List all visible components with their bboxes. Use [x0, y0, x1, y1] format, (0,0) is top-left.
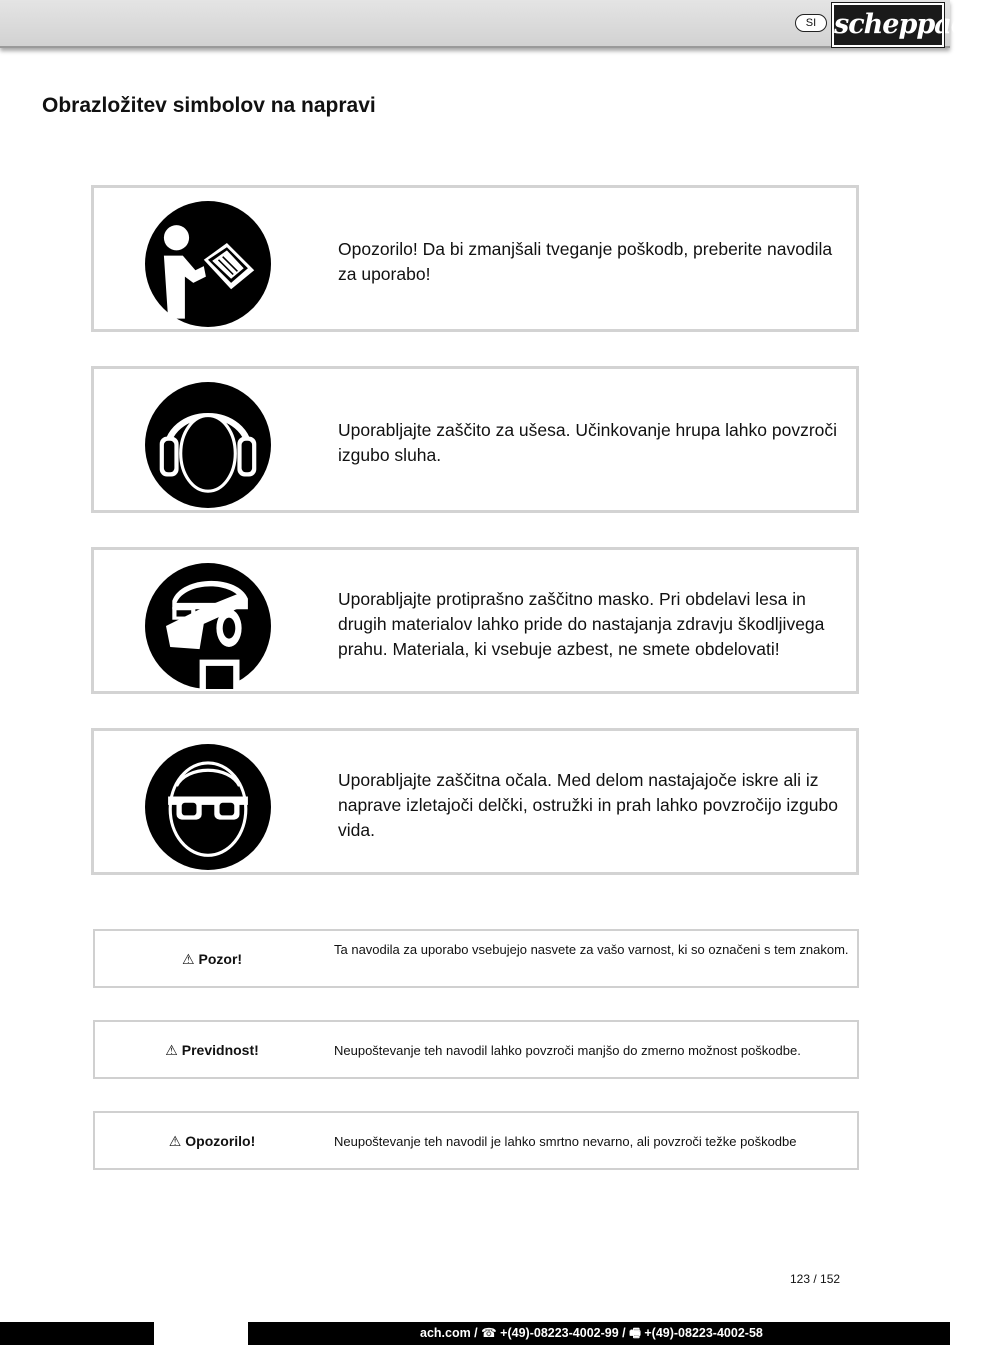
note-label [95, 1042, 329, 1059]
symbol-row-safety-goggles [91, 728, 859, 875]
note-text: Neupoštevanje teh navodil je lahko smrtno nevarno, ali povzroči težke poškodbe [334, 1134, 797, 1149]
symbol-row-dust-mask [91, 547, 859, 694]
page-title: Obrazložitev simbolov na napravi [42, 94, 376, 117]
ear-protection-icon [145, 382, 271, 508]
note-label-text: Opozorilo! [185, 1133, 256, 1149]
header-bar [0, 0, 985, 48]
warning-triangle-icon: ⚠ [181, 951, 195, 967]
footer-contact: ach.com / ☎ +(49)-08223-4002-99 / 🖷 +(49)-08223-4002-58 [420, 1326, 763, 1340]
safety-goggles-icon [145, 744, 271, 870]
note-opozorilo [93, 1111, 859, 1170]
footer-gap [154, 1322, 248, 1345]
symbol-description: Uporabljajte zaščitna očala. Med delom nastajajoče iskre ali iz naprave izletajoči delčki, ostružki in prah lahko povzročijo izgubo vida. [338, 770, 838, 840]
language-badge: SI [795, 14, 827, 32]
read-manual-icon [145, 201, 271, 327]
symbol-row-read-manual [91, 185, 859, 332]
brand-logo: scheppach [832, 3, 944, 47]
note-previdnost [93, 1020, 859, 1079]
symbol-description: Uporabljajte protiprašno zaščitno masko. Pri obdelavi lesa in drugih materialov lahko pride do nastajanja zdravju škodljivega prahu. Materiala, ki vsebuje azbest, ne smete obdelovati! [338, 589, 825, 659]
note-label-text: Previdnost! [181, 1042, 259, 1058]
warning-triangle-icon: ⚠ [165, 1042, 178, 1058]
note-caution [93, 929, 859, 988]
symbol-description: Opozorilo! Da bi zmanjšali tveganje poškodb, preberite navodila za uporabo! [338, 239, 833, 284]
note-label-text: Pozor! [198, 951, 243, 967]
dust-mask-icon [145, 563, 271, 689]
symbol-row-ear-protection [91, 366, 859, 513]
note-text: Ta navodila za uporabo vsebujejo nasvete za vašo varnost, ki so označeni s tem znakom. [334, 942, 849, 957]
note-text: Neupoštevanje teh navodil lahko povzroči manjšo do zmerno možnost poškodbe. [334, 1043, 801, 1058]
note-label [95, 951, 329, 968]
page-number: 123 / 152 [790, 1272, 841, 1286]
note-label [95, 1133, 329, 1150]
warning-triangle-icon: ⚠ [168, 1133, 182, 1149]
symbol-description: Uporabljajte zaščito za ušesa. Učinkovanje hrupa lahko povzroči izgubo sluha. [338, 420, 838, 465]
